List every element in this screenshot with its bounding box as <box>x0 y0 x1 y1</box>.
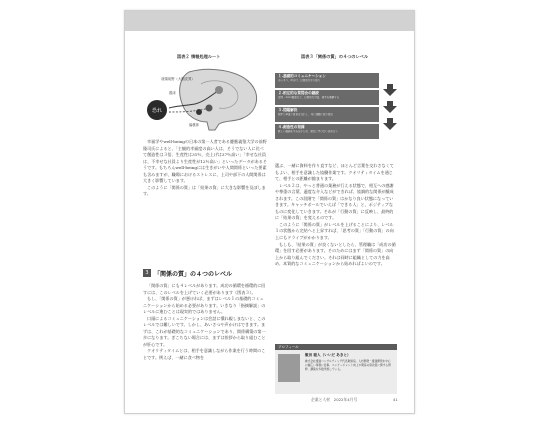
level-title: ３.問題解決 <box>278 108 298 112</box>
level-description: あいさつ、声がけ、日常的なやり取り <box>278 78 321 82</box>
level-title: ２.相互的な質問会の継続 <box>278 91 319 95</box>
paragraph: 「関係の質」にも４レベルがあります。成功の循環を循環的に回すには、このレベルを上げていく必要があります（図表３）。 <box>143 283 266 295</box>
paragraph: このように「関係の質」がレベルを上げることにより、レベル１の状態から完結へと上昇すれば、「思考の質」「行動の質」の向上にもドライブがかかります。 <box>275 221 394 241</box>
paragraph: レベル２は、やっと普通の業務が行える状態で、相互への感謝や尊重の言葉、適度な介入などができれば、協調的な関係が醸成されます。この段階で「関係の質」はかなり良い状態になっていきます。キャッチボールでいえば「できる人」と、ポジティブなものに変化していきます。それが「行動の質」に反映し、最終的に「結果の質」を変えるのです。 <box>275 182 394 221</box>
amygdala-node <box>196 109 202 115</box>
profile-header: プロフィール <box>275 344 397 350</box>
level-1-box <box>275 73 379 88</box>
level-description: 相手と率直に意見を交わし、共に課題に取り組む <box>278 112 334 116</box>
section-number-badge: 3 <box>143 269 151 277</box>
footer-page-number: 41 <box>393 397 398 402</box>
footer-publication: 企業と人材 2022年4月号 <box>311 397 358 402</box>
paragraph: もしも、「結果の質」が良くないとしたら、管理職は「成功の循環」を回す必要があります。そのためにはまず「関係の質」の向上から取り組んでください。それは同時に組織としての力を高め、本質的なコミュニケーションから始めればよいのです。 <box>275 241 396 267</box>
cortex-node <box>215 86 223 94</box>
author-photo <box>278 354 300 382</box>
paragraph: 口頭によるコミュニケーションは会話に慣れ親しまないと、このレベルでは難しいです。しかし、あいさつや声かけはできます。まずは、これが基礎的なコミュニケーションであり、関係構築の第一歩になります。ぎこちない場合には、まずは挨拶から取り組むことが肝心です。 <box>143 315 266 347</box>
paragraph: 幸福学やwell-beingの日本の第一人者である慶應義塾大学の前野隆司氏によると、「主観的幸福度の高い人は、そうでない人に比べて創造性は３倍、生産性は31％、売上げは37％高い」「幸せな社員は、不幸せな社員より生産性が12％高い」といったデータがあるそうです。もちろんwell-beingには生きがいや人間関係といった要素も含みますが、職場におけるストレスに、上司や部下の人間関係は大きく影響しています。 <box>143 139 267 184</box>
paragraph: このように「関係の質」は「結果の質」に大きな影響を及ぼします。 <box>143 184 266 197</box>
down-arrow-icon <box>383 101 397 113</box>
brain-diagram <box>139 66 263 132</box>
level-2-box <box>275 90 379 105</box>
magazine-page <box>124 10 415 414</box>
thalamus-node <box>206 105 213 112</box>
level-description: 新しい価値を生み出すため、相互に学び合い高め合う <box>278 129 338 133</box>
left-column-text-1 <box>143 139 267 198</box>
figure3-title: 図表３「関係の質」の４つのレベル <box>301 54 369 59</box>
down-arrow-icon <box>383 84 397 96</box>
author-name: 飯田 聡人（いいだ あきと） <box>305 353 351 357</box>
level-title: ４.創造性の発揮 <box>278 125 305 129</box>
paragraph: もし、「関係の質」が悪ければ、まずはレベル１の基礎的コミュニケーションから始める必要があります。いきなり「指摘解説」のレベルに進むことは現実的ではありません。 <box>143 296 266 315</box>
author-profile <box>275 344 397 394</box>
emotion-label: 恐れ <box>151 108 163 114</box>
cortex-label: 前頭前野（大脳皮質） <box>161 77 195 81</box>
section-heading <box>143 268 232 278</box>
level-title: １.基礎的コミュニケーション <box>278 74 326 78</box>
thalamus-label: 視床 <box>169 91 176 95</box>
paragraph: 選ぶ、一緒に資料を作り直すなど、ほとんど言葉を交わさなくてもよい、相手を意識した協働作業です。クオリティタイムを通じて、相手との距離が縮まります。 <box>275 163 394 182</box>
right-column-text <box>275 163 397 268</box>
level-description: 定例・1on1面談など、日常的な対話、相手を理解する <box>278 95 340 99</box>
level-4-box <box>275 124 379 139</box>
paragraph: クオリティタイムとは、相手を意識しながら作業を行う時間のことです。例えば、一緒に食べ物を <box>143 348 266 361</box>
page-header-bar <box>125 11 414 31</box>
figure2-title: 図表２ 情報処理ルート <box>177 54 221 59</box>
left-column-text-2 <box>143 283 267 362</box>
author-bio: 株式会社組織コンサルティング代表取締役。人材開発・組織開発を中心に幅広い業務に従事。エンゲージメント向上や関係の質改善に関する研修、講演を多数実施している。 <box>305 359 391 371</box>
profile-body <box>275 350 397 394</box>
level-3-box <box>275 107 379 122</box>
down-arrow-icon <box>383 118 397 130</box>
section-title: 「関係の質」の４つのレベル <box>154 270 233 278</box>
amygdala-label: 偏桃体 <box>189 123 200 127</box>
